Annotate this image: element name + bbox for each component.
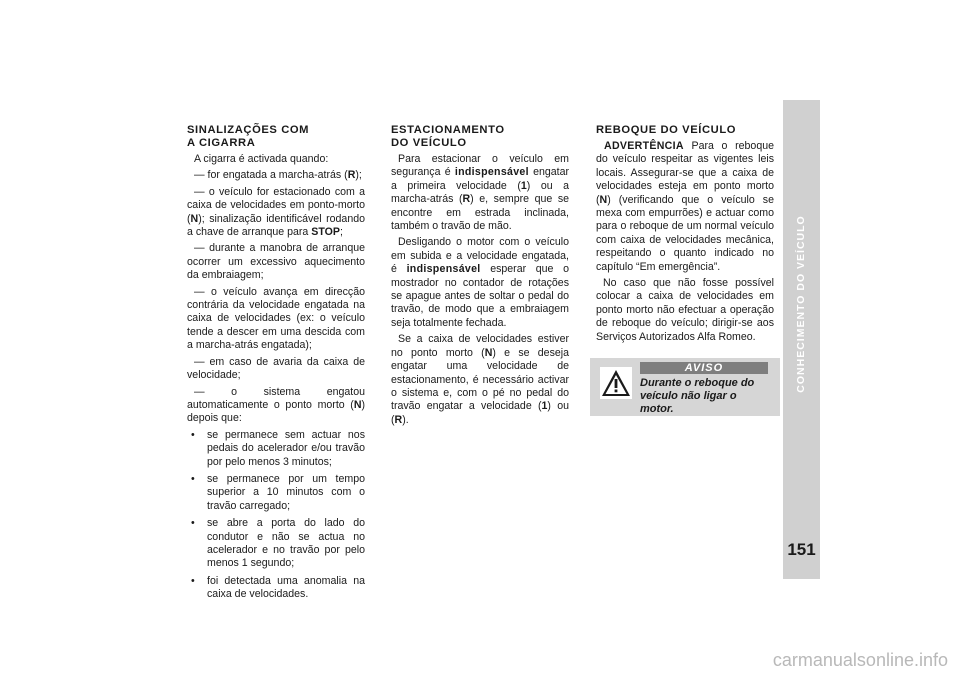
warning-triangle-icon xyxy=(600,367,632,399)
bullet-item: • foi detectada uma anomalia na caixa de velocidades. xyxy=(187,575,365,602)
column-towing xyxy=(596,124,774,347)
bullet-item: • se permanece sem actuar nos pedais do acelerador e/ou travão por pelo menos 3 minutos; xyxy=(187,429,365,469)
intro-text: A cigarra é activada quando: xyxy=(194,153,329,165)
page-number: 151 xyxy=(787,540,816,559)
paragraph: Para estacionar o veículo em segurança é indispensável engatar a primeira velocidade (1) ou a marcha-atrás (R) e, sempre que se encontre em estrada inclinada, também o travão de mão. xyxy=(391,153,570,233)
column-parking xyxy=(391,124,569,430)
list-item: — o sistema engatou automaticamente o ponto morto (N) depois que: xyxy=(187,385,365,425)
column-signals xyxy=(187,124,365,606)
warning-text: Durante o reboque do veículo não ligar o motor. xyxy=(640,377,755,415)
section-heading-parking: ESTACIONAMENTO DO VEÍCULO xyxy=(391,124,505,149)
paragraph: Se a caixa de velocidades estiver no ponto morto (N) e se deseja engatar uma velocidade de estacionamento, é necessário activar o sistema e, com o pé no pedal do travão engatar a velocidade (1) ou (R). xyxy=(391,333,570,426)
bullet-list xyxy=(187,429,365,602)
list-item: — o veículo avança em direcção contrária da velocidade engatada na caixa de velocidades (ex: o veículo tende a descer em uma descida com a marcha-atrás engatada); xyxy=(187,285,365,352)
warning-title: AVISO xyxy=(640,362,768,374)
chapter-title: CONHECIMENTO DO VEÍCULO xyxy=(795,215,807,393)
bullet-item: • se abre a porta do lado do condutor e não se actua no acelerador e no travão por pelo menos 1 segundo; xyxy=(187,517,365,571)
watermark: carmanualsonline.info xyxy=(772,650,948,670)
section-heading-signals: SINALIZAÇÕES COM A CIGARRA xyxy=(187,124,310,149)
paragraph: ADVERTÊNCIA Para o reboque do veículo respeitar as vigentes leis locais. Assegurar-se que a caixa de velocidades esteja em ponto morto (N) (verificando que o veículo se mexa com empurrões) e actuar como para o reboque de um normal veículo com caixa de velocidades mecânica, respeitando o quanto indicado no capítulo “Em emergência”. xyxy=(596,140,774,273)
list-item: — durante a manobra de arranque ocorrer um excessivo aquecimento da embraiagem; xyxy=(187,242,365,282)
bullet-item: • se permanece por um tempo superior a 10 minutos com o travão carregado; xyxy=(187,473,365,513)
list-item: — o veículo for estacionado com a caixa de velocidades em ponto-morto (N); sinalização identificável rodando a chave de arranque para STOP; xyxy=(187,185,365,239)
paragraph: Desligando o motor com o veículo em subida e a velocidade engatada, é indispensável esperar que o mostrador no contador de rotações se apague antes de soltar o pedal do travão, de modo que a embraiagem seja totalmente fechada. xyxy=(391,236,569,329)
warning-box xyxy=(590,358,780,416)
list-item: — for engatada a marcha-atrás (R); xyxy=(194,169,362,182)
section-heading-towing: REBOQUE DO VEÍCULO xyxy=(596,124,737,136)
chapter-sidebar xyxy=(783,100,820,579)
list-item: — em caso de avaria da caixa de velocidade; xyxy=(187,355,365,382)
paragraph: No caso que não fosse possível colocar a caixa de velocidades em ponto morto não efectuar a operação de reboque do veículo; dirigir-se aos Serviços Autorizados Alfa Romeo. xyxy=(596,277,774,343)
